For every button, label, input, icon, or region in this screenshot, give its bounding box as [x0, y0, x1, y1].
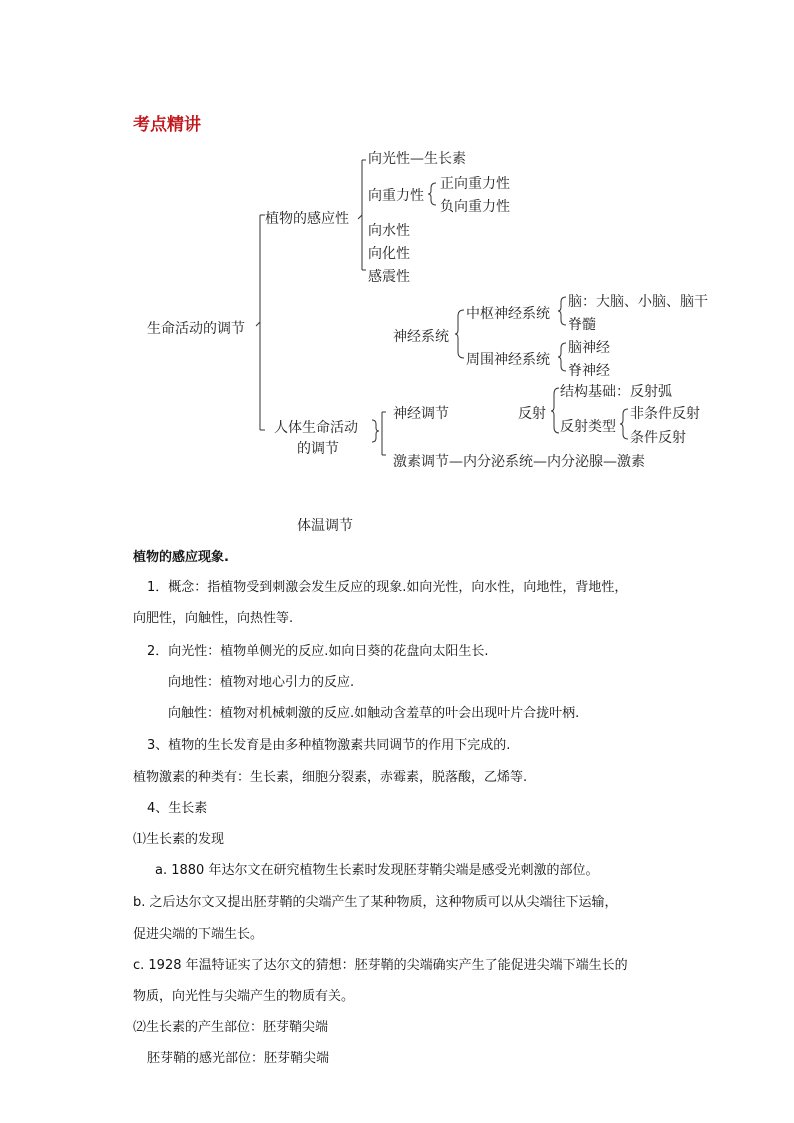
- paragraph-4-a: a. 1880 年达尔文在研究植物生长素时发现胚芽鞘尖端是感受光刺激的部位。: [155, 863, 599, 878]
- plant-chemotropism: 向化性: [368, 246, 410, 262]
- plant-hydrotropism: 向水性: [368, 223, 410, 239]
- paragraph-2c: 向触性：植物对机械刺激的反应.如触动含羞草的叶会出现叶片合拢叶柄.: [168, 706, 580, 721]
- plant-phototropism: 向光性—生长素: [368, 151, 466, 167]
- peripheral-nervous-system: 周围神经系统: [466, 352, 550, 368]
- plant-gravitropism-positive: 正向重力性: [440, 176, 510, 192]
- paragraph-1-line-2: 向肥性，向触性，向热性等.: [133, 611, 294, 626]
- paragraph-2b: 向地性：植物对地心引力的反应.: [168, 675, 355, 690]
- paragraph-1-line-1: 1．概念：指植物受到刺激会发生反应的现象.如向光性，向水性，向地性，背地性，: [147, 580, 628, 595]
- paragraph-4-3: 胚芽鞘的感光部位：胚芽鞘尖端: [147, 1051, 330, 1066]
- paragraph-3b: 植物激素的种类有：生长素，细胞分裂素，赤霉素，脱落酸，乙烯等.: [133, 770, 528, 785]
- paragraph-4-c-line-2: 物质，向光性与尖端产生的物质有关。: [133, 989, 355, 1004]
- central-nervous-system: 中枢神经系统: [466, 306, 550, 322]
- section-title: 植物的感应现象.: [133, 550, 229, 565]
- nervous-system: 神经系统: [393, 329, 449, 345]
- thermoregulation: 体温调节: [297, 518, 353, 534]
- cranial-nerves: 脑神经: [568, 340, 610, 356]
- spinal-nerves: 脊神经: [568, 363, 610, 379]
- paragraph-4-2: ⑵生长素的产生部位：胚芽鞘尖端: [133, 1020, 329, 1035]
- reflex-types: 反射类型: [560, 419, 616, 435]
- plant-label: 植物的感应性: [265, 211, 349, 227]
- plant-gravitropism-negative: 负向重力性: [440, 199, 510, 215]
- diagram-root: 生命活动的调节: [147, 321, 245, 337]
- paragraph-2: 2．向光性：植物单侧光的反应.如向日葵的花盘向太阳生长.: [147, 644, 489, 659]
- spinal-cord: 脊髓: [568, 317, 596, 333]
- unconditioned-reflex: 非条件反射: [630, 406, 700, 422]
- paragraph-4-c-line-1: c. 1928 年温特证实了达尔文的猜想：胚芽鞘的尖端确实产生了能促进尖端下端生长的: [133, 958, 628, 973]
- paragraph-3: 3、植物的生长发育是由多种植物激素共同调节的作用下完成的.: [147, 738, 511, 753]
- plant-gravitropism: 向重力性: [368, 188, 424, 204]
- hormonal-regulation: 激素调节—内分泌系统—内分泌腺—激素: [393, 454, 645, 470]
- conditioned-reflex: 条件反射: [630, 430, 686, 446]
- reflex: 反射: [518, 406, 546, 422]
- paragraph-4-b-line-1: b. 之后达尔文又提出胚芽鞘的尖端产生了某种物质，这种物质可以从尖端往下运输，: [133, 895, 618, 910]
- neural-regulation: 神经调节: [393, 406, 449, 422]
- paragraph-4: 4、生长素: [147, 801, 208, 816]
- reflex-structural-basis: 结构基础：反射弧: [560, 384, 672, 400]
- human-label-line1: 人体生命活动: [274, 420, 358, 436]
- human-label-line2: 的调节: [297, 441, 339, 457]
- page-title: 考点精讲: [133, 115, 201, 135]
- plant-seismonasty: 感震性: [368, 269, 410, 285]
- brain: 脑：大脑、小脑、脑干: [568, 294, 708, 310]
- paragraph-4-b-line-2: 促进尖端的下端生长。: [133, 927, 264, 942]
- paragraph-4-1: ⑴生长素的发现: [133, 832, 225, 847]
